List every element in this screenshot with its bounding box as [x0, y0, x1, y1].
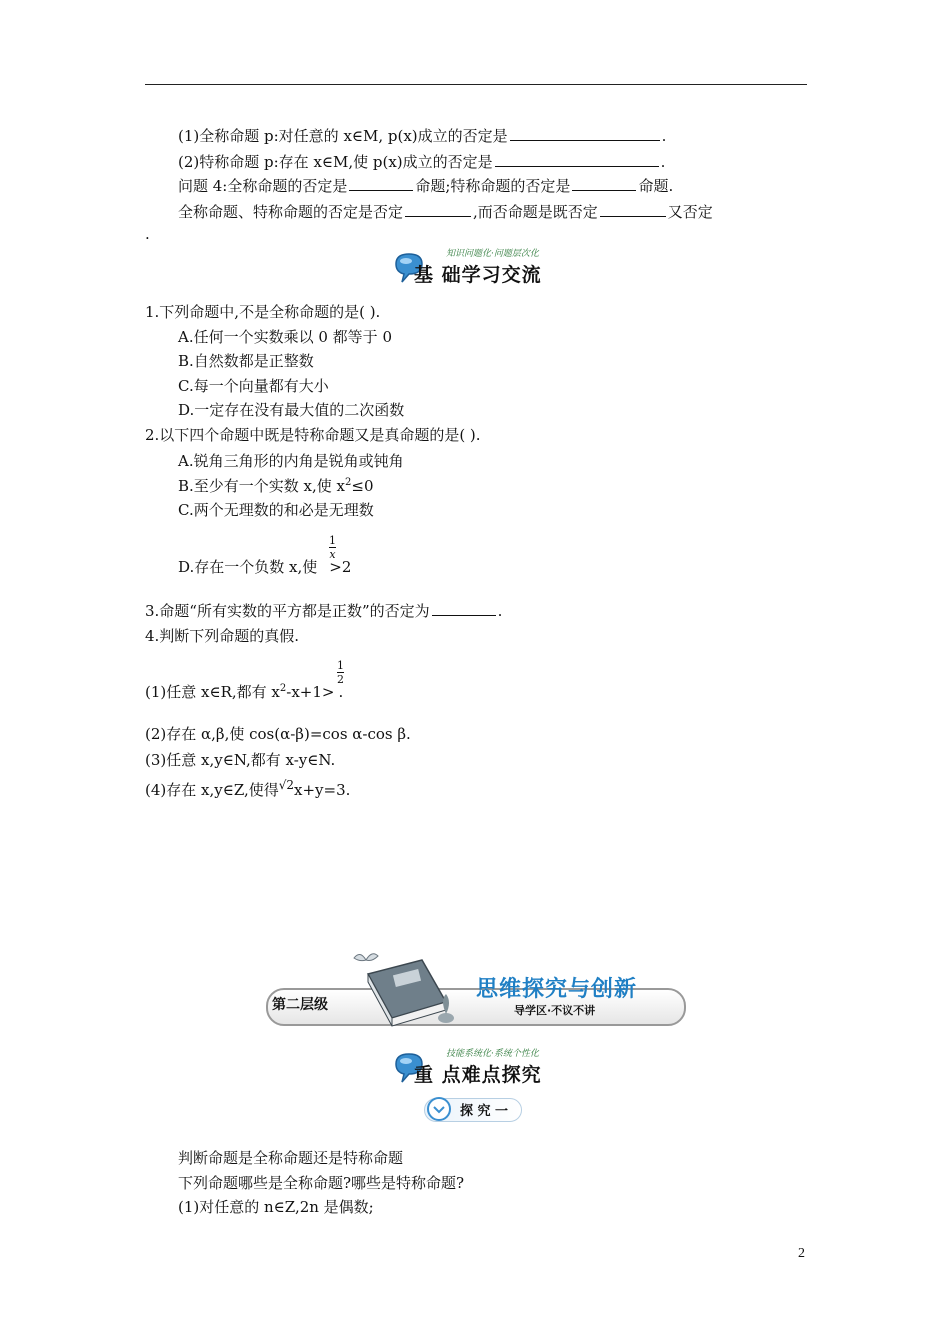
banner-title: 重 点难点探究: [414, 1064, 542, 1086]
option-b-text: B.至少有一个实数 x,使 x: [178, 477, 346, 495]
question-1-option-d: D.一定存在没有最大值的二次函数: [178, 401, 405, 419]
part-1-mid: -x+1>: [286, 683, 335, 701]
period: .: [660, 153, 666, 171]
question-2-stem: 2.以下四个命题中既是特称命题又是真命题的是( ).: [145, 426, 481, 444]
header-rule: [145, 84, 807, 85]
question-2-option-b: [178, 476, 374, 496]
topic-item-1: (1)对任意的 n∈Z,2n 是偶数;: [178, 1198, 374, 1216]
question-4-part-2: (2)存在 α,β,使 cos(α-β)=cos α-cos β.: [145, 725, 411, 743]
banner-subtitle: 知识问题化·问题层次化: [446, 249, 539, 259]
answer-blank[interactable]: [349, 176, 413, 191]
question-2-option-a: A.锐角三角形的内角是锐角或钝角: [178, 452, 404, 470]
option-d-text: D.存在一个负数 x,使: [178, 558, 318, 576]
banner-title: 基 础学习交流: [414, 264, 542, 286]
chevron-circle-icon: [426, 1096, 452, 1122]
question-4-part-3: (3)任意 x,y∈N,都有 x-y∈N.: [145, 751, 336, 769]
level-badge: 第二层级: [272, 997, 328, 1013]
numerator: 1: [329, 534, 336, 547]
explore-label: 探 究 一: [460, 1104, 509, 1119]
part-1-text: (1)任意 x∈R,都有 x: [145, 683, 280, 701]
period: .: [497, 602, 503, 620]
period: .: [661, 127, 667, 145]
explore-tag: [424, 1096, 524, 1124]
banner-subtitle: 技能系统化·系统个性化: [446, 1049, 539, 1059]
answer-blank[interactable]: [432, 601, 496, 616]
level-subtitle: 导学区·不议不讲: [514, 1004, 596, 1017]
page-number: 2: [798, 1246, 805, 1261]
exponent: 2: [279, 683, 287, 694]
question-1-stem: 1.下列命题中,不是全称命题的是( ).: [145, 303, 381, 321]
numerator: 1: [337, 659, 344, 672]
intro-line-4: [178, 202, 713, 222]
option-b-tail: ≤0: [351, 477, 374, 495]
period: .: [338, 683, 344, 701]
question-4-stem: 4.判断下列命题的真假.: [145, 627, 300, 645]
topic-heading: 判断命题是全称命题还是特称命题: [178, 1149, 404, 1167]
intro-text-2: (2)特称命题 p:存在 x∈M,使 p(x)成立的否定是: [178, 153, 493, 171]
level-2-banner: [266, 944, 686, 1030]
exponent: 2: [345, 477, 352, 488]
question-2-option-c: C.两个无理数的和必是无理数: [178, 501, 374, 519]
fraction-1-over-2: [337, 660, 344, 685]
answer-blank[interactable]: [405, 202, 471, 217]
answer-blank[interactable]: [495, 152, 659, 167]
intro-dot: .: [145, 225, 150, 243]
answer-blank[interactable]: [510, 126, 660, 141]
question-3: [145, 601, 502, 621]
question-3-stem: 3.命题“所有实数的平方都是正数”的否定为: [145, 602, 430, 620]
answer-blank[interactable]: [600, 202, 666, 217]
negation-text-a: 全称命题、特称命题的否定是否定: [178, 203, 404, 221]
intro-line-2: [178, 152, 665, 172]
negation-text-b: ,而否命题是既否定: [473, 203, 598, 221]
question-1-option-a: A.任何一个实数乘以 0 都等于 0: [178, 328, 392, 346]
level-title: 思维探究与创新: [476, 977, 638, 1002]
question-4-part-1: [145, 682, 343, 702]
denominator: 2: [337, 673, 344, 686]
denominator: x: [329, 548, 336, 561]
sqrt-two: √2: [278, 778, 295, 792]
part-4-tail: x+y=3.: [294, 781, 351, 799]
section-banner-key-points: [392, 1044, 572, 1088]
question-2-option-d: [178, 557, 351, 577]
intro-line-3: [178, 176, 673, 196]
intro-line-1: [178, 126, 666, 146]
book-icon: [350, 944, 460, 1028]
intro-text-1: (1)全称命题 p:对任意的 x∈M, p(x)成立的否定是: [178, 127, 508, 145]
question-4-part-4: [145, 780, 350, 800]
fraction-1-over-x: [329, 535, 336, 560]
question-1-option-b: B.自然数都是正整数: [178, 352, 314, 370]
question4-text-b: 命题;特称命题的否定是: [415, 177, 571, 195]
question-1-option-c: C.每一个向量都有大小: [178, 377, 329, 395]
part-4-text: (4)存在 x,y∈Z,使得: [145, 781, 279, 799]
answer-blank[interactable]: [572, 176, 636, 191]
question4-text-a: 问题 4:全称命题的否定是: [178, 177, 348, 195]
option-d-tail: >2: [329, 558, 352, 576]
negation-text-c: 又否定: [667, 203, 713, 221]
section-banner-basic: [392, 244, 572, 288]
topic-question: 下列命题哪些是全称命题?哪些是特称命题?: [178, 1174, 465, 1192]
question4-text-c: 命题.: [638, 177, 674, 195]
